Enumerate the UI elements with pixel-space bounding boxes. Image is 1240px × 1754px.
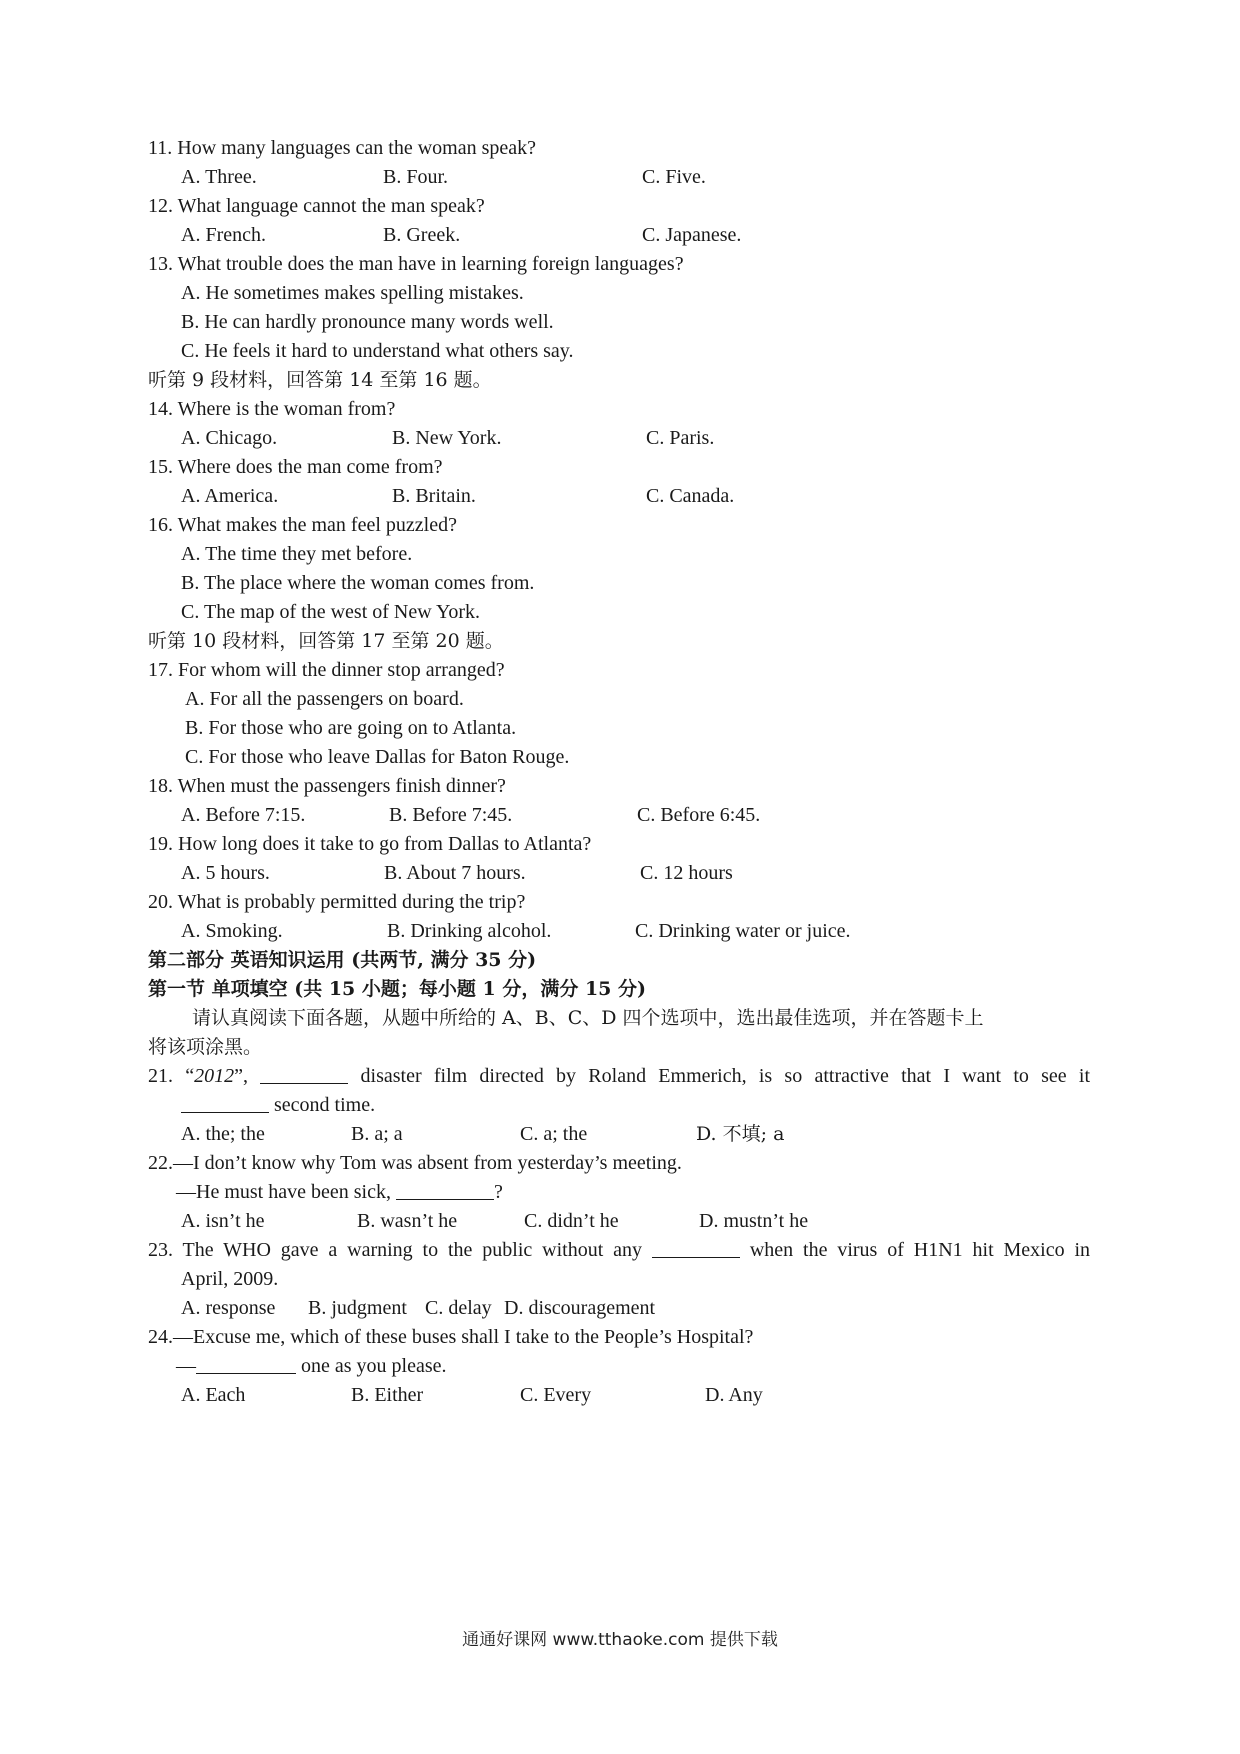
option-c: C. Before 6:45. xyxy=(637,804,761,826)
option-c: C. Paris. xyxy=(646,427,715,449)
question-17-option-b: B. For those who are going on to Atlanta. xyxy=(185,717,517,739)
question-13-option-a: A. He sometimes makes spelling mistakes. xyxy=(181,282,524,304)
question-17-option-a: A. For all the passengers on board. xyxy=(185,688,464,710)
question-19-stem: 19. How long does it take to go from Dallas to Atlanta? xyxy=(148,833,592,855)
option-a: A. response xyxy=(181,1297,276,1319)
option-c: C. Drinking water or juice. xyxy=(635,920,851,942)
question-24-line-1: 24.—Excuse me, which of these buses shall I take to the People’s Hospital? xyxy=(148,1326,754,1348)
question-17-option-c: C. For those who leave Dallas for Baton Rouge. xyxy=(185,746,570,768)
option-a: A. 5 hours. xyxy=(181,862,270,884)
q22-reply: —He must have been sick, xyxy=(176,1181,391,1203)
question-15-stem: 15. Where does the man come from? xyxy=(148,456,443,478)
question-23-line-2: April, 2009. xyxy=(181,1268,279,1290)
option-a: A. the; the xyxy=(181,1123,265,1145)
option-b: B. New York. xyxy=(392,427,502,449)
question-22-line-1: 22.—I don’t know why Tom was absent from yesterday’s meeting. xyxy=(148,1152,682,1174)
q21-text: disaster film directed by Roland Emmerich, is so attractive that I want to see it xyxy=(360,1065,1091,1087)
blank xyxy=(196,1351,296,1374)
directions-line-2: 将该项涂黑。 xyxy=(148,1036,263,1058)
option-b: B. Before 7:45. xyxy=(389,804,513,826)
option-a: A. America. xyxy=(181,485,279,507)
option-a: A. Three. xyxy=(181,166,257,188)
option-a: A. Chicago. xyxy=(181,427,278,449)
q24-text: one as you please. xyxy=(301,1355,447,1377)
question-16-option-b: B. The place where the woman comes from. xyxy=(181,572,535,594)
question-17-stem: 17. For whom will the dinner stop arranged? xyxy=(148,659,505,681)
option-b: B. Either xyxy=(351,1384,424,1406)
option-b: B. Drinking alcohol. xyxy=(387,920,552,942)
q21-number: 21. “ xyxy=(148,1065,195,1087)
option-b: B. a; a xyxy=(351,1123,403,1145)
option-c: C. delay xyxy=(425,1297,492,1319)
question-18-stem: 18. When must the passengers finish dinner? xyxy=(148,775,506,797)
q23-text-2: when the virus of H1N1 hit Mexico in xyxy=(749,1239,1091,1261)
question-20-stem: 20. What is probably permitted during the trip? xyxy=(148,891,526,913)
section-1-title: 第一节 单项填空 (共 15 小题；每小题 1 分，满分 15 分) xyxy=(148,978,646,1000)
passage-10-instruction: 听第 10 段材料，回答第 17 至第 20 题。 xyxy=(148,630,504,652)
question-13-option-b: B. He can hardly pronounce many words well. xyxy=(181,311,554,333)
blank xyxy=(396,1177,494,1200)
option-c: C. Canada. xyxy=(646,485,735,507)
part-2-title: 第二部分 英语知识运用 (共两节, 满分 35 分) xyxy=(148,949,537,971)
option-d: D. Any xyxy=(705,1384,763,1406)
option-a: A. Each xyxy=(181,1384,246,1406)
option-a: A. French. xyxy=(181,224,266,246)
q21-quote-close: ”, xyxy=(234,1065,249,1087)
footer-watermark: 通通好课网 www.tthaoke.com 提供下载 xyxy=(462,1630,778,1650)
option-d: D. discouragement xyxy=(504,1297,656,1319)
blank xyxy=(181,1090,269,1113)
question-16-option-c: C. The map of the west of New York. xyxy=(181,601,481,623)
option-a: A. Before 7:15. xyxy=(181,804,306,826)
question-16-option-a: A. The time they met before. xyxy=(181,543,413,565)
q21-film-title: 2012 xyxy=(194,1065,235,1087)
option-a: A. isn’t he xyxy=(181,1210,265,1232)
directions-line-1: 请认真阅读下面各题，从题中所给的 A、B、C、D 四个选项中，选出最佳选项，并在答题卡上 xyxy=(192,1007,984,1029)
question-11-stem: 11. How many languages can the woman speak? xyxy=(148,137,537,159)
option-c: C. Japanese. xyxy=(642,224,742,246)
option-b: B. Britain. xyxy=(392,485,476,507)
option-c: C. didn’t he xyxy=(524,1210,619,1232)
q23-text-1: 23. The WHO gave a warning to the public without any xyxy=(148,1239,643,1261)
option-c: C. Five. xyxy=(642,166,706,188)
question-13-stem: 13. What trouble does the man have in learning foreign languages? xyxy=(148,253,684,275)
blank xyxy=(652,1235,740,1258)
option-c: C. a; the xyxy=(520,1123,588,1145)
option-d: D. 不填; a xyxy=(696,1123,785,1145)
passage-9-instruction: 听第 9 段材料，回答第 14 至第 16 题。 xyxy=(148,369,492,391)
option-b: B. Greek. xyxy=(383,224,461,246)
question-12-stem: 12. What language cannot the man speak? xyxy=(148,195,485,217)
option-d: D. mustn’t he xyxy=(699,1210,809,1232)
blank xyxy=(260,1061,348,1084)
option-b: B. judgment xyxy=(308,1297,407,1319)
option-b: B. About 7 hours. xyxy=(384,862,526,884)
option-c: C. Every xyxy=(520,1384,592,1406)
option-a: A. Smoking. xyxy=(181,920,283,942)
option-b: B. wasn’t he xyxy=(357,1210,458,1232)
q22-question-mark: ? xyxy=(493,1181,503,1203)
question-13-option-c: C. He feels it hard to understand what others say. xyxy=(181,340,574,362)
q21-text-2: second time. xyxy=(274,1094,376,1116)
question-24-options xyxy=(181,1379,1090,1412)
question-16-stem: 16. What makes the man feel puzzled? xyxy=(148,514,457,536)
option-c: C. 12 hours xyxy=(640,862,733,884)
q24-dash: — xyxy=(176,1355,196,1377)
question-14-stem: 14. Where is the woman from? xyxy=(148,398,396,420)
option-b: B. Four. xyxy=(383,166,449,188)
